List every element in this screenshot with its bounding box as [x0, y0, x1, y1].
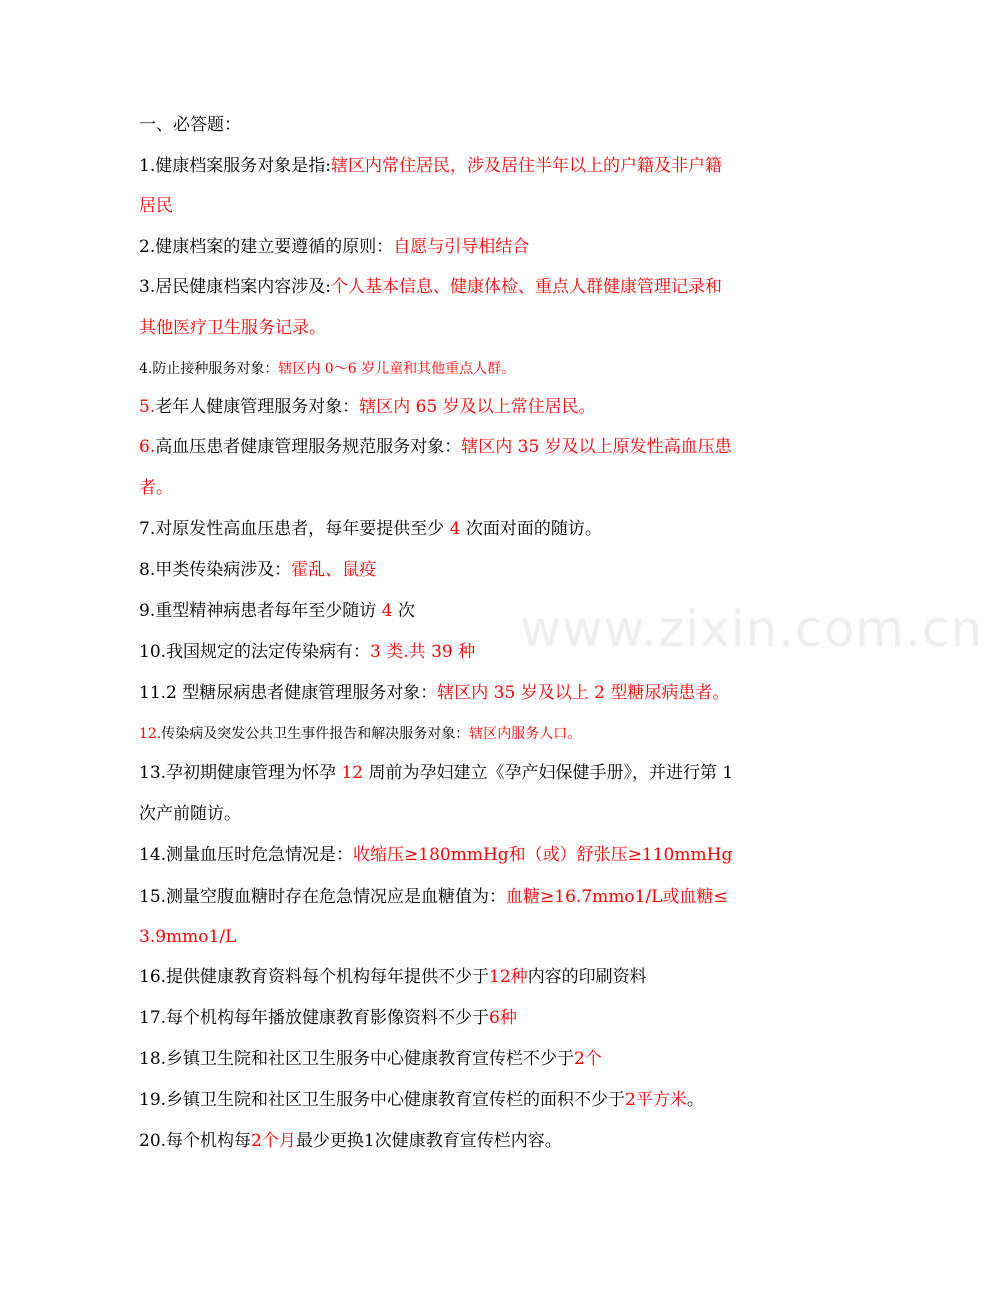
question-1-text: 1.健康档案服务对象是指:: [139, 156, 331, 176]
answer-13: 12: [341, 763, 364, 783]
question-14: [139, 844, 732, 866]
question-19-text: 19.乡镇卫生院和社区卫生服务中心健康教育宣传栏的面积不少于: [139, 1090, 626, 1110]
answer-15-part-2: 3.9mmo1/L: [139, 927, 237, 947]
answer-3-part-2: 其他医疗卫生服务记录。: [139, 318, 326, 338]
question-1-line-1: [139, 155, 722, 177]
question-19-end: 。: [686, 1090, 704, 1110]
question-5-number: 5.: [139, 397, 156, 417]
watermark: www.zixin.com.cn: [520, 600, 983, 658]
answer-17: 6种: [489, 1008, 517, 1028]
question-6-text: 高血压患者健康管理服务规范服务对象：: [155, 437, 462, 457]
answer-16: 12种: [489, 967, 528, 987]
question-16-text-1: 16.提供健康教育资料每个机构每年提供不少于: [139, 967, 490, 987]
answer-14: 收缩压≥180mmHg和（或）舒张压≥110mmHg: [353, 845, 733, 865]
question-6-line-1: [139, 436, 732, 458]
question-10: [139, 641, 475, 663]
question-16: [139, 966, 647, 988]
question-5-text: 老年人健康管理服务对象：: [155, 397, 360, 417]
question-17: [139, 1007, 517, 1029]
question-15-line-1: [139, 886, 728, 908]
question-11-text: 11.2 型糖尿病患者健康管理服务对象：: [139, 683, 438, 703]
answer-20: 2个月: [251, 1131, 296, 1151]
question-12-text: 传染病及突发公共卫生事件报告和解决服务对象：: [161, 726, 470, 742]
question-10-text: 10.我国规定的法定传染病有：: [139, 642, 371, 662]
question-3-line-1: [139, 276, 722, 298]
question-1-line-2: [139, 195, 173, 217]
question-18: [139, 1048, 602, 1070]
question-14-text: 14.测量血压时危急情况是：: [139, 845, 354, 865]
question-2-text: 2.健康档案的建立要遵循的原则：: [139, 237, 394, 257]
question-9: [139, 600, 415, 622]
question-2: [139, 236, 529, 258]
answer-7: 4: [449, 519, 461, 539]
question-8-text: 8.甲类传染病涉及：: [139, 560, 292, 580]
question-13-line-1: [139, 762, 733, 784]
question-3-text: 3.居民健康档案内容涉及:: [139, 277, 331, 297]
answer-9: 4: [381, 601, 393, 621]
question-13-text-3: 次产前随访。: [139, 804, 241, 824]
answer-8: 霍乱、鼠疫: [291, 560, 377, 580]
question-7-text-2: 次面对面的随访。: [460, 519, 602, 539]
section-heading: 一、必答题：: [139, 115, 241, 135]
question-17-text: 17.每个机构每年播放健康教育影像资料不少于: [139, 1008, 490, 1028]
question-20-text-1: 20.每个机构每: [139, 1131, 252, 1151]
question-9-text: 9.重型精神病患者每年至少随访: [139, 601, 382, 621]
answer-10: 3 类.共 39 种: [370, 642, 476, 662]
question-12-number: 12.: [139, 726, 162, 742]
answer-2: 自愿与引导相结合: [393, 237, 530, 257]
question-13-text-1: 13.孕初期健康管理为怀孕: [139, 763, 342, 783]
answer-11: 辖区内 35 岁及以上 2 型糖尿病患者。: [437, 683, 730, 703]
answer-3-part-1: 个人基本信息、健康体检、重点人群健康管理记录和: [330, 277, 722, 297]
question-7-text-1: 7.对原发性高血压患者，每年要提供至少: [139, 519, 450, 539]
question-18-text: 18.乡镇卫生院和社区卫生服务中心健康教育宣传栏不少于: [139, 1049, 575, 1069]
question-19: [139, 1089, 704, 1111]
question-3-line-2: [139, 317, 326, 339]
question-8: [139, 559, 376, 581]
question-7: [139, 518, 602, 540]
question-20: [139, 1130, 562, 1152]
question-5: [139, 396, 596, 418]
answer-18: 2个: [574, 1049, 602, 1069]
question-20-text-2: 最少更换1次健康教育宣传栏内容。: [295, 1131, 562, 1151]
question-15-line-2: [139, 926, 236, 948]
question-13-line-2: [139, 803, 241, 825]
question-4: [139, 358, 515, 380]
question-9-text-2: 次: [392, 601, 415, 621]
question-13-text-2: 周前为孕妇建立《孕产妇保健手册》，并进行第 1: [363, 763, 734, 783]
answer-19: 2平方米: [625, 1090, 687, 1110]
answer-1-part-2: 居民: [139, 196, 173, 216]
question-11: [139, 682, 729, 704]
question-4-text: 4.防止接种服务对象：: [139, 361, 279, 377]
answer-6-part-1: 辖区内 35 岁及以上原发性高血压患: [461, 437, 732, 457]
question-15-text: 15.测量空腹血糖时存在危急情况应是血糖值为：: [139, 887, 507, 907]
answer-5: 辖区内 65 岁及以上常住居民。: [359, 397, 596, 417]
question-6-number: 6.: [139, 437, 156, 457]
question-6-line-2: [139, 477, 173, 499]
answer-1-part-1: 辖区内常住居民，涉及居住半年以上的户籍及非户籍: [330, 156, 722, 176]
answer-15-part-1: 血糖≥16.7mmo1/L或血糖≤: [506, 887, 728, 907]
answer-4: 辖区内 0～6 岁儿童和其他重点人群。: [278, 361, 516, 377]
answer-12: 辖区内服务人口。: [469, 726, 582, 742]
question-12: [139, 723, 581, 745]
question-16-text-2: 内容的印刷资料: [527, 967, 647, 987]
answer-6-part-2: 者。: [139, 478, 173, 498]
